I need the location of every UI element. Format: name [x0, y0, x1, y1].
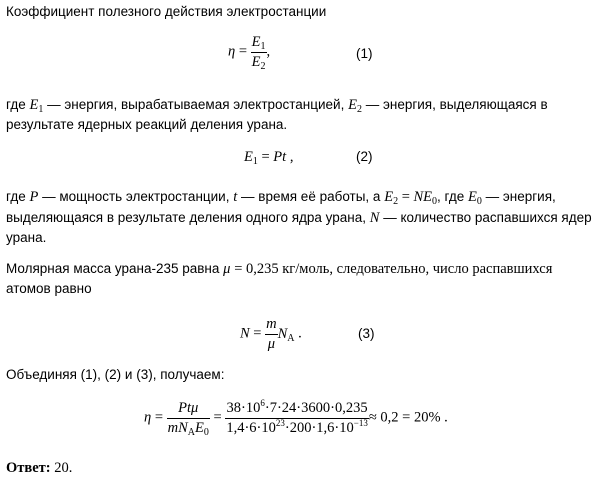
equation-3: N = $\frac{m}{\mu}$ $N_A$ . [240, 316, 302, 352]
equation-2: $E_1 = Pt$ , [244, 149, 294, 167]
equation-3-number: (3) [358, 326, 375, 341]
paragraph-3-line-2: атомов равно [6, 281, 92, 296]
equation-1: η = $\frac{E_1}{E_2}$ , [228, 34, 271, 72]
paragraph-2-line-2: выделяющаяся в результате деления одного ядра урана, N — количество распавшихся ядер [6, 210, 592, 226]
paragraph-3-line-1: Молярная масса урана-235 равна μ = 0,235 кг/моль, следовательно, число распавшихся [6, 261, 553, 277]
equation-2-number: (2) [356, 149, 373, 164]
paragraph-2-line-3: урана. [6, 230, 47, 245]
answer-line: Ответ: 20. [6, 460, 73, 476]
intro-text: Коэффициент полезного действия электростанции [6, 4, 327, 19]
paragraph-1-line-2: результате ядерных реакций деления урана. [6, 117, 288, 132]
combine-text: Объединяя (1), (2) и (3), получаем: [6, 367, 225, 382]
final-equation: η = $\frac{\text{Ptμ}}{mN_AE_0}$ = $\frac{38\cdot 10^6\cdot 7\cdot 24\cdot 3600\cdot 0,235}{1,4\cdot 6\cdot 10^{23}\cdot 200\cdot 1,6\cdot 10^{-13}}$ ≈ 0,2 = 20% . [144, 398, 448, 438]
equation-1-number: (1) [356, 46, 373, 61]
paragraph-1-line-1: где $E_1$ — энергия, вырабатываемая электростанцией, $E_2$ — энергия, выделяющаяся в [6, 97, 548, 115]
paragraph-2-line-1: где P — мощность электростанции, t — время её работы, а $E_2 = NE_0$, где $E_0$ — энергия, [6, 189, 556, 207]
